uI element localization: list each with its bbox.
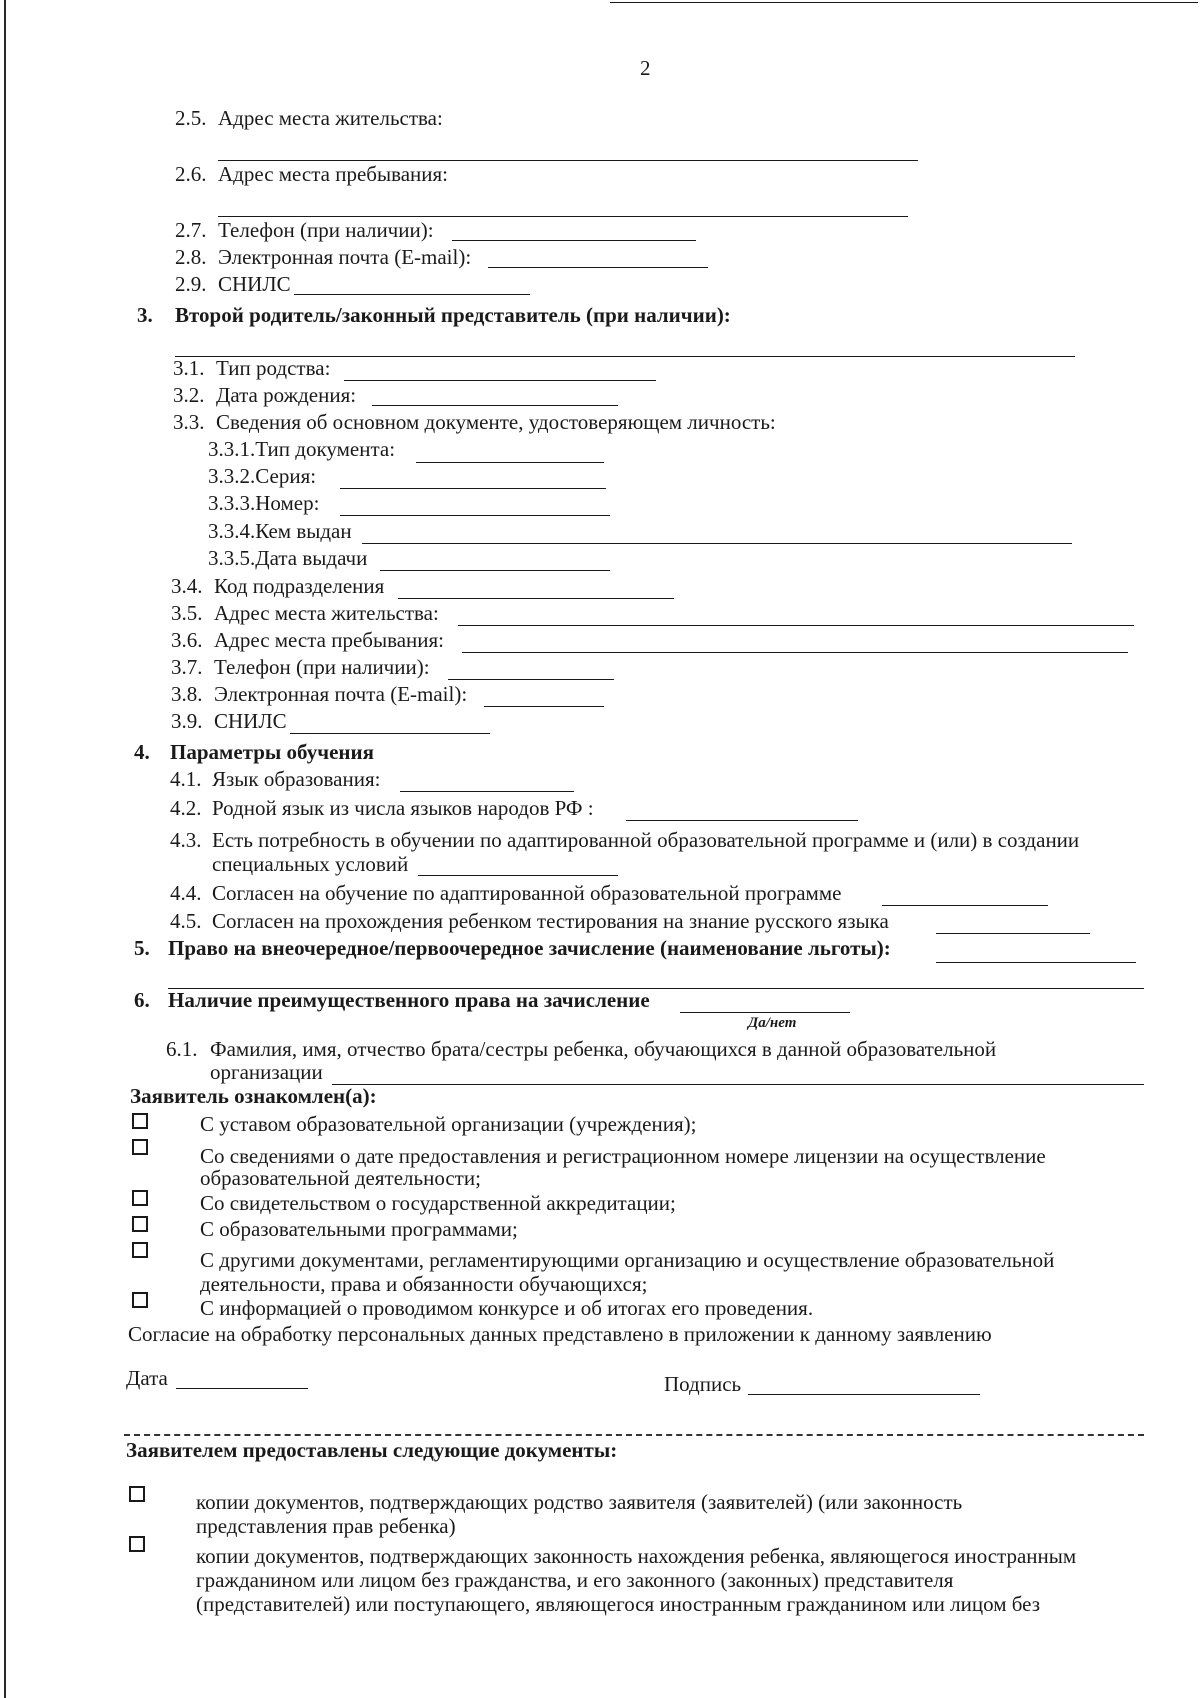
email-line-2[interactable] <box>484 706 604 707</box>
section-title: Второй родитель/законный представитель (при наличии): <box>175 303 731 327</box>
item-number: 4.4. <box>170 881 202 905</box>
field-label: 3.3.3.Номер: <box>208 491 320 515</box>
ack-checkbox-charter[interactable] <box>132 1113 148 1129</box>
field-label: 3.3.5.Дата выдачи <box>208 546 368 570</box>
field-label: Адрес места пребывания: <box>214 628 445 652</box>
field-label: Код подразделения <box>214 574 385 598</box>
signature-line[interactable] <box>748 1394 980 1395</box>
item-number: 2.8. <box>175 245 207 269</box>
ack-checkbox-contest[interactable] <box>132 1292 148 1308</box>
field-label: Адрес места жительства: <box>214 601 439 625</box>
item-number: 4.2. <box>170 796 202 820</box>
adapted-program-consent-line[interactable] <box>882 905 1048 906</box>
ack-checkbox-programs[interactable] <box>132 1216 148 1232</box>
field-label: Электронная почта (E-mail): <box>218 245 472 269</box>
field-label-continued: специальных условий <box>212 852 409 876</box>
item-number: 4.5. <box>170 909 202 933</box>
cut-line <box>124 1434 1144 1436</box>
item-number: 2.5. <box>175 106 207 130</box>
ack-item-label: Со сведениями о дате предоставления и регистрационном номере лицензии на осуществление <box>200 1144 1046 1168</box>
doc-item-label: (представителей) или поступающего, являющегося иностранным гражданином или лицом без <box>196 1592 1041 1616</box>
field-label: 3.3.1.Тип документа: <box>208 437 396 461</box>
doc-item-label: копии документов, подтверждающих родство заявителя (заявителей) (или законность <box>196 1490 963 1514</box>
signature-label: Подпись <box>664 1372 742 1396</box>
residence-address-line[interactable] <box>218 160 918 161</box>
doc-item-label: копии документов, подтверждающих законность нахождения ребенка, являющегося иностранным <box>196 1544 1077 1568</box>
ack-checkbox-accreditation[interactable] <box>132 1190 148 1206</box>
division-code-line[interactable] <box>398 598 674 599</box>
ack-item-label: С другими документами, регламентирующими организацию и осуществление образовательной <box>200 1248 1055 1272</box>
doc-checkbox-kinship[interactable] <box>129 1486 145 1502</box>
section-title: Наличие преимущественного права на зачисление <box>168 988 650 1012</box>
ack-item-label: Со свидетельством о государственной аккредитации; <box>200 1191 676 1215</box>
item-number: 4.3. <box>170 828 202 852</box>
item-number: 3.7. <box>171 655 203 679</box>
item-number: 2.7. <box>175 218 207 242</box>
item-number: 3.1. <box>173 356 205 380</box>
section-number: 3. <box>137 303 153 327</box>
field-label-continued: организации <box>210 1060 323 1084</box>
field-label: 3.3.2.Серия: <box>208 464 317 488</box>
field-label: СНИЛС <box>214 709 287 733</box>
section-title: Параметры обучения <box>170 740 374 764</box>
priority-right-line[interactable] <box>680 1012 850 1013</box>
birth-date-line[interactable] <box>372 405 618 406</box>
page-left-edge <box>4 0 6 1698</box>
item-number: 3.2. <box>173 383 205 407</box>
field-label: Согласен на прохождения ребенком тестирования на знание русского языка <box>212 909 889 933</box>
doc-item-label: представления прав ребенка) <box>196 1514 456 1538</box>
section-number: 6. <box>134 988 150 1012</box>
phone-line-2[interactable] <box>448 679 614 680</box>
page-top-edge <box>610 2 1198 3</box>
field-label: Родной язык из числа языков народов РФ : <box>212 796 594 820</box>
docs-title: Заявителем предоставлены следующие документы: <box>126 1438 618 1462</box>
ack-item-label: С информацией о проводимом конкурсе и об итогах его проведения. <box>200 1296 814 1320</box>
item-number: 3.9. <box>171 709 203 733</box>
email-line[interactable] <box>488 267 708 268</box>
benefit-line-1[interactable] <box>936 962 1136 963</box>
doc-number-line[interactable] <box>340 515 610 516</box>
item-number: 4.1. <box>170 767 202 791</box>
field-label: Дата рождения: <box>216 383 357 407</box>
ack-title: Заявитель ознакомлен(а): <box>130 1084 377 1108</box>
field-label: Согласен на обучение по адаптированной образовательной программе <box>212 881 842 905</box>
doc-type-line[interactable] <box>416 462 604 463</box>
field-label: Телефон (при наличии): <box>218 218 434 242</box>
field-label: Адрес места пребывания: <box>218 162 449 186</box>
section-number: 5. <box>134 936 150 960</box>
section-number: 4. <box>134 740 150 764</box>
item-number: 2.6. <box>175 162 207 186</box>
date-label: Дата <box>126 1366 168 1390</box>
sibling-name-line[interactable] <box>332 1084 1144 1085</box>
consent-note: Согласие на обработку персональных данных представлено в приложении к данному заявлению <box>128 1322 992 1346</box>
field-label: Тип родства: <box>216 356 331 380</box>
stay-address-line-2[interactable] <box>462 652 1128 653</box>
field-label: Электронная почта (E-mail): <box>214 682 468 706</box>
section-title: Право на внеочередное/первоочередное зачисление (наименование льготы): <box>168 936 891 960</box>
date-line[interactable] <box>176 1388 308 1389</box>
education-language-line[interactable] <box>400 791 574 792</box>
ack-checkbox-license[interactable] <box>132 1139 148 1155</box>
doc-item-label: гражданином или лицом без гражданства, и его законного (законных) представителя <box>196 1568 954 1592</box>
field-label: Язык образования: <box>212 767 381 791</box>
stay-address-line[interactable] <box>218 216 908 217</box>
doc-checkbox-residency[interactable] <box>129 1536 145 1552</box>
item-number: 2.9. <box>175 272 207 296</box>
page-number: 2 <box>640 56 651 80</box>
field-label: Сведения об основном документе, удостоверяющем личность: <box>216 410 776 434</box>
ack-item-label: С уставом образовательной организации (учреждения); <box>200 1112 697 1136</box>
item-number: 3.6. <box>171 628 203 652</box>
field-label: Адрес места жительства: <box>218 106 443 130</box>
ack-item-label: образовательной деятельности; <box>200 1166 481 1190</box>
snils-line[interactable] <box>294 294 530 295</box>
field-label: Есть потребность в обучении по адаптированной образовательной программе и (или) в создании <box>212 828 1080 852</box>
field-label: СНИЛС <box>218 272 291 296</box>
ack-checkbox-documents[interactable] <box>132 1242 148 1258</box>
field-label: Фамилия, имя, отчество брата/сестры ребенка, обучающихся в данной образовательной <box>210 1037 997 1061</box>
ack-item-label: деятельности, права и обязанности обучающихся; <box>200 1272 648 1296</box>
yes-no-hint: Да/нет <box>748 1015 797 1031</box>
item-number: 3.5. <box>171 601 203 625</box>
russian-test-consent-line[interactable] <box>936 933 1090 934</box>
adapted-program-need-line[interactable] <box>418 875 618 876</box>
native-language-line[interactable] <box>626 820 858 821</box>
issue-date-line[interactable] <box>380 570 610 571</box>
snils-line-2[interactable] <box>290 733 490 734</box>
field-label: Телефон (при наличии): <box>214 655 430 679</box>
item-number: 6.1. <box>166 1037 198 1061</box>
ack-item-label: С образовательными программами; <box>200 1217 518 1241</box>
item-number: 3.3. <box>173 410 205 434</box>
issued-by-line[interactable] <box>362 543 1072 544</box>
item-number: 3.4. <box>171 574 203 598</box>
doc-series-line[interactable] <box>340 488 606 489</box>
item-number: 3.8. <box>171 682 203 706</box>
phone-line[interactable] <box>452 240 696 241</box>
relation-type-line[interactable] <box>344 380 656 381</box>
residence-address-line-2[interactable] <box>458 625 1134 626</box>
field-label: 3.3.4.Кем выдан <box>208 519 352 543</box>
